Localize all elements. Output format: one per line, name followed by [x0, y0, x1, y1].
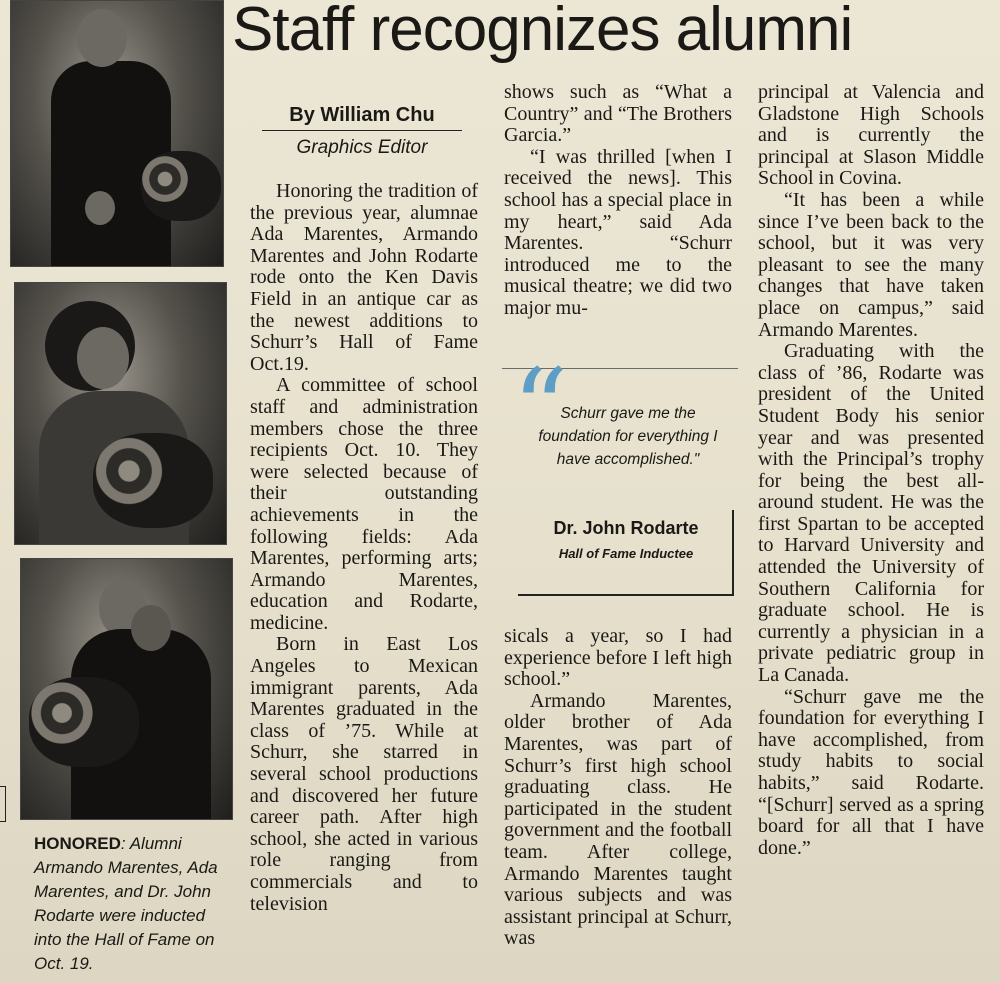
- pull-quote-text: Schurr gave me the foundation for everything I have accomplished.": [538, 405, 718, 468]
- pull-quote: [502, 345, 738, 600]
- pull-quote-border: [732, 510, 734, 596]
- paragraph: Honoring the tradition of the previous year, alumnae Ada Marentes, Armando Marentes and John Rodarte rode onto the Ken Davis Field in an antique car as the newest additions to Schurr’s Hall of Fame Oct.19.: [250, 180, 478, 375]
- paragraph: Born in East Los Angeles to Mexican immigrant parents, Ada Marentes graduated in the class of ’75. While at Schurr, she starred in several school productions and discovered her future career path. After high school, she acted in various role ranging from commercials and to television: [250, 633, 478, 915]
- photo-ada-marentes: [14, 282, 227, 545]
- article-column-3: [758, 82, 984, 859]
- pull-quote-title: Hall of Fame Inductee: [558, 546, 694, 561]
- paragraph: principal at Valencia and Gladstone High Schools and is currently the principal at Slason Middle School in Covina.: [758, 81, 984, 190]
- article-column-2-bottom: [504, 626, 732, 950]
- article-column-1: [250, 181, 478, 915]
- pull-quote-border: [518, 594, 734, 596]
- paragraph: shows such as “What a Country” and “The Brothers Garcia.”: [504, 81, 732, 147]
- byline-role: Graphics Editor: [296, 137, 428, 158]
- byline: [262, 102, 462, 161]
- photo-caption: [34, 832, 234, 976]
- photo-john-rodarte: [20, 558, 233, 820]
- paragraph: “It has been a while since I’ve been back to the school, but it was very pleasant to see the many changes that have taken place on campus,” said Armando Marentes.: [758, 188, 984, 341]
- photo-armando-marentes: [10, 0, 224, 267]
- paragraph: “I was thrilled [when I received the news]. This school has a special place in my heart,” said Ada Marentes. “Schurr introduced me to the musical theatre; we did two major mu-: [504, 145, 732, 319]
- paragraph: Graduating with the class of ’86, Rodarte was president of the United Student Body his senior year and was presented with the Principal’s trophy for being the best all-around student. He was the first Spartan to be accepted to Harvard University and attended the University of Southern California for graduate school. He is currently a physician in a private pediatric group in La Canada.: [758, 340, 984, 687]
- caption-label: HONORED: [34, 834, 121, 853]
- byline-author: By William Chu: [262, 102, 462, 131]
- headline: Staff recognizes alumni: [232, 0, 853, 64]
- paragraph: “Schurr gave me the foundation for everything I have accomplished, from study habits to social habits,” said Rodarte. “[Schurr] served as a spring board for all that I have done.”: [758, 685, 984, 859]
- paragraph: A committee of school staff and administration members chose the three recipients Oct. 10. They were selected because of their outstanding achievements in the following fields: Ada Marentes, performing arts; Armando Marentes, education and Rodarte, medicine.: [250, 374, 478, 634]
- caption-text: : Alumni Armando Marentes, Ada Marentes, and Dr. John Rodarte were inducted into the Hall of Fame on Oct. 19.: [34, 834, 218, 973]
- article-column-2-top: [504, 82, 732, 320]
- paragraph: sicals a year, so I had experience before I left high school.”: [504, 625, 732, 691]
- quote-marks-icon: “: [512, 345, 569, 473]
- edge-marker: [0, 786, 6, 822]
- pull-quote-name: Dr. John Rodarte: [553, 518, 699, 538]
- paragraph: Armando Marentes, older brother of Ada Marentes, was part of Schurr’s first high school graduating class. He participated in the student government and the football team. After college, Armando Marentes taught various subjects and was assistant principal at Schurr, was: [504, 689, 732, 950]
